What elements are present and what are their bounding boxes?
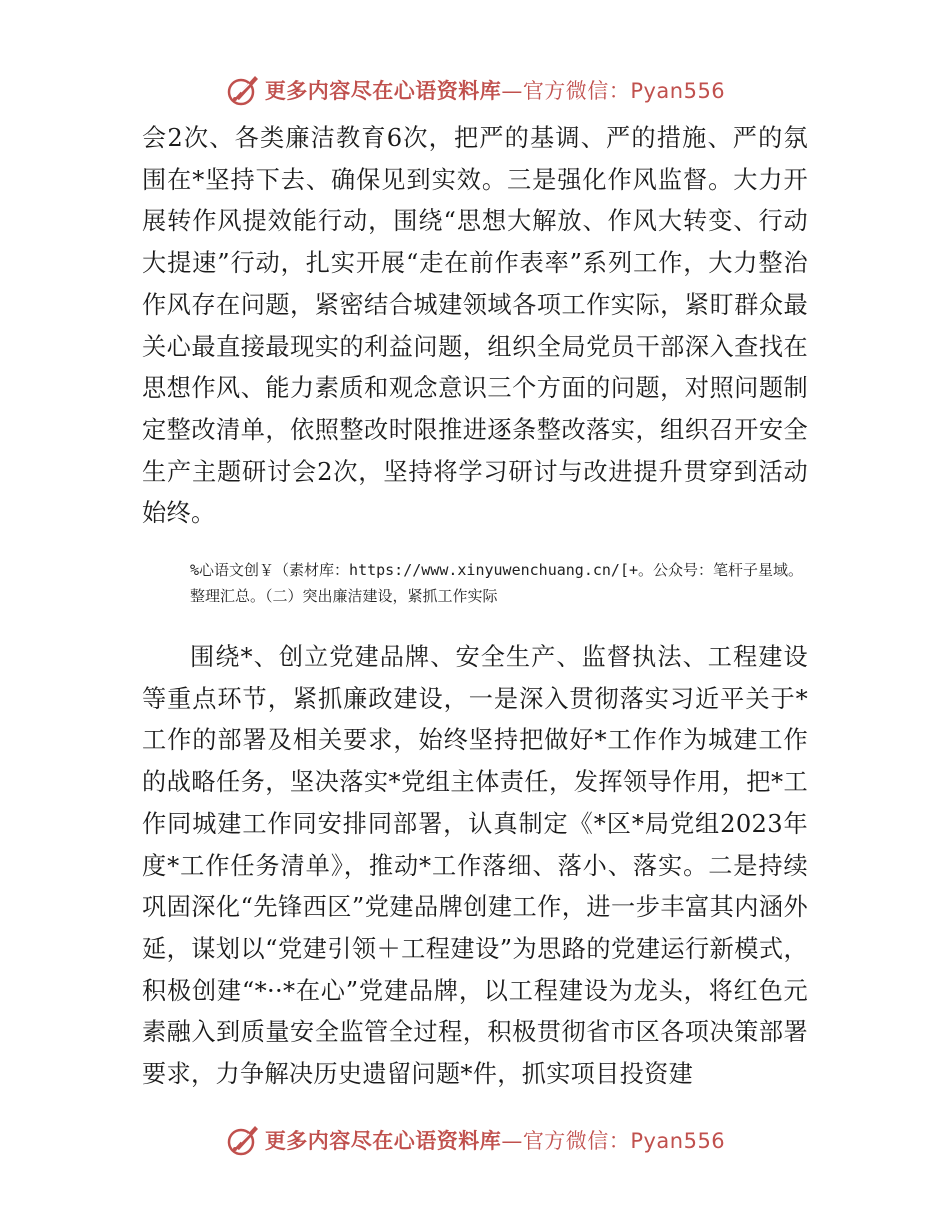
footer-banner-id: Pyan556: [630, 1129, 726, 1153]
header-banner-sep: —官方微信：: [501, 79, 631, 103]
paragraph-1: 会2次、各类廉洁教育6次，把严的基调、严的措施、严的氛围在*坚持下去、确保见到实效。三是强化作风监督。大力开展转作风提效能行动，围绕“思想大解放、作风大转变、行动大提速”行动，扎实开展“走在前作表率”系列工作，大力整治作风存在问题，紧密结合城建领域各项工作实际，紧盯群众最关心最直接最现实的利益问题，组织全局党员干部深入查找在思想作风、能力素质和观念意识三个方面的问题，对照问题制定整改清单，依照整改时限推进逐条整改落实，组织召开安全生产主题研讨会2次，坚持将学习研讨与改进提升贯穿到活动始终。: [142, 124, 808, 528]
footer-banner-sep: —官方微信：: [501, 1129, 631, 1153]
document-body: [142, 118, 808, 1096]
source-note: %心语文创￥（素材库：https://www.xinyuwenchuang.cn/[+。公众号：笔杆子星域。整理汇总。（二）突出廉洁建设，紧抓工作实际: [190, 561, 804, 606]
feather-pen-logo-icon: [225, 72, 261, 108]
footer-banner: [0, 1120, 950, 1160]
paragraph-2: 围绕*、创立党建品牌、安全生产、监督执法、工程建设等重点环节，紧抓廉政建设，一是深入贯彻落实习近平关于*工作的部署及相关要求，始终坚持把做好*工作作为城建工作的战略任务，坚决落实*党组主体责任，发挥领导作用，把*工作同城建工作同安排同部署，认真制定《*区*局党组2023年度*工作任务清单》，推动*工作落细、落小、落实。二是持续巩固深化“先锋西区”党建品牌创建工作，进一步丰富其内涵外延，谋划以“党建引领＋工程建设”为思路的党建运行新模式，积极创建“*··*在心”党建品牌，以工程建设为龙头，将红色元素融入到质量安全监管全过程，积极贯彻省市区各项决策部署要求，力争解决历史遗留问题*件，抓实项目投资建: [142, 643, 808, 1089]
header-banner: [0, 70, 950, 110]
header-banner-text: [265, 75, 725, 105]
footer-banner-title: 更多内容尽在心语资料库: [264, 1129, 502, 1153]
header-banner-id: Pyan556: [630, 79, 726, 103]
header-banner-title: 更多内容尽在心语资料库: [264, 79, 502, 103]
feather-pen-logo-icon: [225, 1122, 261, 1158]
footer-banner-text: [265, 1125, 725, 1155]
